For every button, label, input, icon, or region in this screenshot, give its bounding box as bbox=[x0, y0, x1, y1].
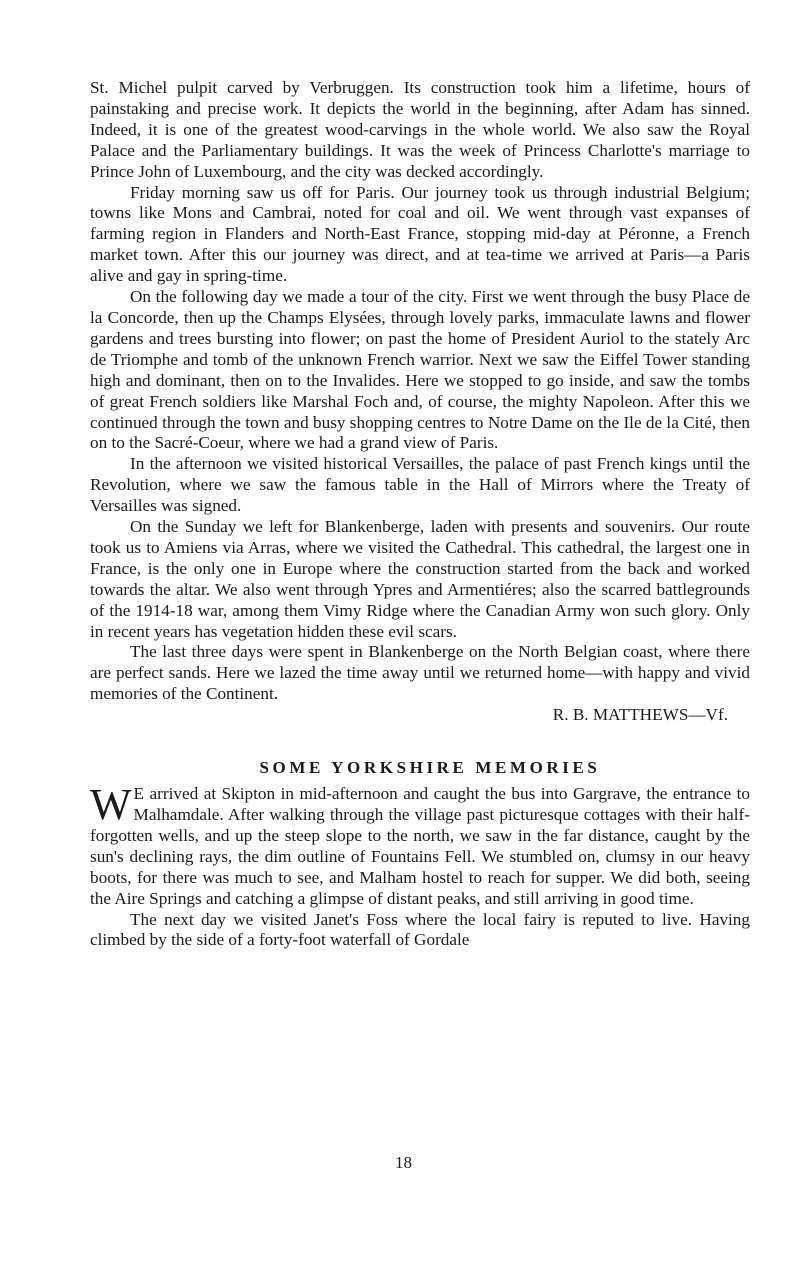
paragraph-yorkshire-arrival-text: E arrived at Skipton in mid-afternoon and caught the bus into Gargrave, the entrance to Malhamdale. After walking through the village past picturesque cottages with their half-forgotten wells, and up the steep slope to the north, we saw in the far distance, caught by the sun's declining rays, the dim outline of Fountains Fell. We stumbled on, clumsy in our heavy boots, for there was much to see, and Malham hostel to reach for supper. We did both, seeing the Aire Springs and catching a glimpse of distant peaks, and still arriving in good time. bbox=[90, 784, 750, 908]
paragraph-versailles: In the afternoon we visited historical Versailles, the palace of past French kings until the Revolution, where we saw the famous table in the Hall of Mirrors where the Treaty of Versailles was signed. bbox=[90, 454, 750, 516]
paragraph-journey-to-paris: Friday morning saw us off for Paris. Our journey took us through industrial Belgium; towns like Mons and Cambrai, noted for coal and oil. We went through vast expanses of farming region in Flanders and North-East France, stopping mid-day at Péronne, a French market town. After this our journey was direct, and at tea-time we arrived at Paris—a Paris alive and gay in spring-time. bbox=[90, 182, 750, 286]
section-heading: SOME YORKSHIRE MEMORIES bbox=[259, 758, 601, 778]
page-number: 18 bbox=[395, 1153, 412, 1172]
paragraph-last-days: The last three days were spent in Blankenberge on the North Belgian coast, where there are perfect sands. Here we lazed the time away until we returned home—with happy and vivid memories of the Continent. bbox=[90, 642, 750, 704]
paragraph-brussels: St. Michel pulpit carved by Verbruggen. Its construction took him a lifetime, hours of painstaking and precise work. It depicts the world in the beginning, after Adam has sinned. Indeed, it is one of the greatest wood-carvings in the whole world. We also saw the Royal Palace and the Parliamentary buildings. It was the week of Princess Charlotte's marriage to Prince John of Luxembourg, and the city was decked accordingly. bbox=[90, 78, 750, 181]
paragraph-paris-tour: On the following day we made a tour of the city. First we went through the busy Place de la Concorde, then up the Champs Elysées, through lovely parks, immaculate lawns and flower gardens and trees bursting into flower; on past the home of President Auriol to the stately Arc de Triomphe and tomb of the unknown French warrior. Next we saw the Eiffel Tower standing high and dominant, then on to the Invalides. Here we stopped to go inside, and saw the tombs of great French soldiers like Marshal Foch and, of course, the mighty Napoleon. After this we continued through the town and busy shopping centres to Notre Dame on the Ile de la Cité, then on to the Sacré-Coeur, where we had a grand view of Paris. bbox=[90, 287, 750, 453]
page-body bbox=[90, 78, 750, 951]
paragraph-janets-foss: The next day we visited Janet's Foss where the local fairy is reputed to live. Having climbed by the side of a forty-foot waterfall of Gordale bbox=[90, 909, 750, 950]
author-signature: R. B. MATTHEWS—Vf. bbox=[552, 705, 728, 725]
paragraph-yorkshire-arrival bbox=[90, 780, 750, 909]
drop-cap: W bbox=[90, 780, 132, 830]
paragraph-blankenberge-route: On the Sunday we left for Blankenberge, laden with presents and souvenirs. Our route took us to Amiens via Arras, where we visited the Cathedral. This cathedral, the largest one in France, is the only one in Europe where the construction started from the back and worked towards the altar. We also went through Ypres and Armentiéres; also the scarred battlegrounds of the 1914-18 war, among them Vimy Ridge where the Canadian Army won such glory. Only in recent years has vegetation hidden these evil scars. bbox=[90, 517, 750, 641]
